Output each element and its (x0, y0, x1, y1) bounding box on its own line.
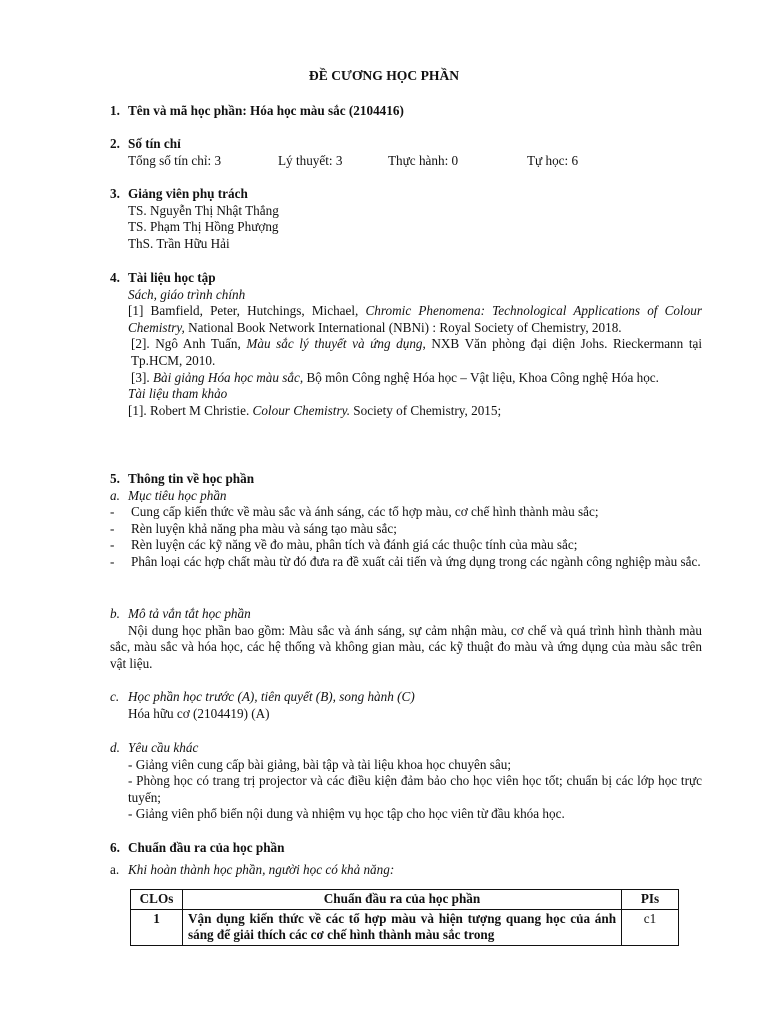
materials-heading: Tài liệu học tập (128, 270, 216, 285)
section-number: 2. (110, 136, 120, 151)
objectives-list (110, 504, 702, 570)
credits-row (128, 153, 702, 170)
table-header-row (131, 890, 679, 910)
section-description: b. Mô tả vắn tắt học phần Nội dung học phần bao gồm: Màu sắc và ánh sáng, sự cảm nhận màu, cơ chế và quá trình hình thành màu sắc, màu sắc và hóa học, các hệ thống và không gian màu, các kỹ thuật đo màu và ứng dụng của màu sắc trên vật liệu. (110, 606, 702, 671)
section-number: 3. (110, 186, 120, 201)
section-number: 5. (110, 471, 120, 486)
list-item: - Rèn luyện khả năng pha màu và sáng tạo màu sắc; (110, 520, 397, 536)
section-learning-outcomes: 6. Chuẩn đầu ra của học phần a. Khi hoàn thành học phần, người học có khả năng: (110, 840, 395, 877)
list-item: - Rèn luyện các kỹ năng về đo màu, phân tích và đánh giá các thuộc tính của màu sắc; (110, 537, 578, 553)
section-course-name (110, 103, 702, 120)
credits-theory: Lý thuyết: 3 (278, 152, 343, 168)
section-prerequisites: c. Học phần học trước (A), tiên quyết (B), song hành (C) Hóa hữu cơ (2104419) (A) (110, 689, 702, 722)
reference-item: [2]. Ngô Anh Tuấn, Màu sắc lý thuyết và ứng dụng, NXB Văn phòng đại diện Johs. Rieckermann tại Tp.HCM, 2010. (131, 336, 703, 368)
reference-item: [1] Bamfield, Peter, Hutchings, Michael, Chromic Phenomena: Technological Applications of Colour Chemistry, National Book Network International (NBNi) : Royal Society of Chemistry, 2018. (128, 303, 703, 335)
main-textbooks-label: Sách, giáo trình chính (128, 286, 246, 302)
extra-references-label: Tài liệu tham khảo (128, 386, 228, 402)
list-item: - Giảng viên cung cấp bài giảng, bài tập và tài liệu khoa học chuyên sâu; (128, 756, 512, 772)
reference-item: [1]. Robert M Christie. Colour Chemistry. Society of Chemistry, 2015; (128, 402, 502, 418)
lecturer-name: TS. Phạm Thị Hồng Phượng (128, 219, 279, 235)
column-header: Chuẩn đầu ra của học phần (182, 890, 621, 910)
prerequisite-course: Hóa hữu cơ (2104419) (A) (128, 705, 270, 721)
lecturers-heading: Giảng viên phụ trách (128, 186, 248, 201)
list-item: - Giảng viên phổ biến nội dung và nhiệm vụ học tập cho học viên từ đầu khóa học. (128, 806, 565, 822)
section-number: 6. (110, 840, 120, 855)
learning-outcomes-heading: Chuẩn đầu ra của học phần (128, 840, 285, 855)
objectives-subheading: Mục tiêu học phần (128, 487, 227, 503)
section-lecturers (110, 186, 702, 252)
learning-outcomes-table (130, 889, 679, 946)
clo-number: 1 (131, 909, 183, 945)
table-row (131, 909, 679, 945)
credits-heading: Số tín chỉ (128, 136, 181, 151)
description-text: Nội dung học phần bao gồm: Màu sắc và ánh sáng, sự cảm nhận màu, cơ chế và quá trình hình thành màu sắc, màu sắc và hóa học, các hệ thống và không gian màu, các kỹ thuật đo màu và ứng dụng của màu sắc trên vật liệu. (110, 622, 702, 671)
course-info-heading: Thông tin về học phần (128, 471, 255, 486)
lecturer-name: TS. Nguyễn Thị Nhật Thắng (128, 202, 279, 218)
credits-practice: Thực hành: 0 (388, 152, 459, 168)
clo-description: Vận dụng kiến thức về các tổ hợp màu và hiện tượng quang học của ánh sáng để giải thích các cơ chế hình thành màu sắc trong (182, 909, 621, 945)
course-name-heading: Tên và mã học phần: Hóa học màu sắc (2104416) (128, 103, 404, 118)
section-course-info: 5. Thông tin về học phần a. Mục tiêu học phần - Cung cấp kiến thức về màu sắc và ánh sáng, các tổ hợp màu, cơ chế hình thành màu sắc; - Rèn luyện khả năng pha màu và sáng tạo màu sắc; - Rèn luyện các kỹ năng về đo màu, phân tích và đánh giá các thuộc tính của màu sắc; - Phân loại các hợp chất màu từ đó đưa ra đề xuất cải tiến và ứng dụng trong các ngành công nghiệp màu sắc. (110, 471, 701, 569)
description-subheading: Mô tả vắn tắt học phần (128, 606, 251, 621)
column-header: PIs (622, 890, 679, 910)
section-credits (110, 136, 702, 169)
credits-total: Tổng số tín chỉ: 3 (128, 152, 222, 168)
requirements-subheading: Yêu cầu khác (128, 740, 199, 755)
document-title: ĐỀ CƯƠNG HỌC PHẦN (308, 68, 460, 83)
credits-self-study: Tự học: 6 (527, 152, 579, 168)
list-item: - Phân loại các hợp chất màu từ đó đưa ra đề xuất cải tiến và ứng dụng trong các ngành công nghiệp màu sắc. (110, 553, 701, 569)
clo-pi: c1 (622, 909, 679, 945)
lecturer-name: ThS. Trần Hữu Hải (128, 235, 230, 251)
reference-item: [3]. Bài giảng Hóa học màu sắc, Bộ môn Công nghệ Hóa học – Vật liệu, Khoa Công nghệ Hóa học. (131, 369, 659, 385)
section-number: 1. (110, 103, 120, 118)
section-materials (110, 270, 702, 419)
list-item: - Phòng học có trang trị projector và các điều kiện đảm bảo cho học viên học tốt; chuẩn bị các lớp học trực tuyến; (128, 773, 702, 805)
outcomes-intro: Khi hoàn thành học phần, người học có khả năng: (128, 861, 395, 877)
section-other-requirements: d. Yêu cầu khác - Giảng viên cung cấp bài giảng, bài tập và tài liệu khoa học chuyên sâu; - Phòng học có trang trị projector và các điều kiện đảm bảo cho học viên học tốt; chuẩn bị các lớp học trực tuyến; - Giảng viên phổ biến nội dung và nhiệm vụ học tập cho học viên từ đầu khóa học. (110, 740, 702, 822)
list-item: - Cung cấp kiến thức về màu sắc và ánh sáng, các tổ hợp màu, cơ chế hình thành màu sắc; (110, 504, 599, 520)
column-header: CLOs (131, 890, 183, 910)
section-number: 4. (110, 270, 120, 285)
prerequisites-subheading: Học phần học trước (A), tiên quyết (B), song hành (C) (128, 689, 415, 704)
